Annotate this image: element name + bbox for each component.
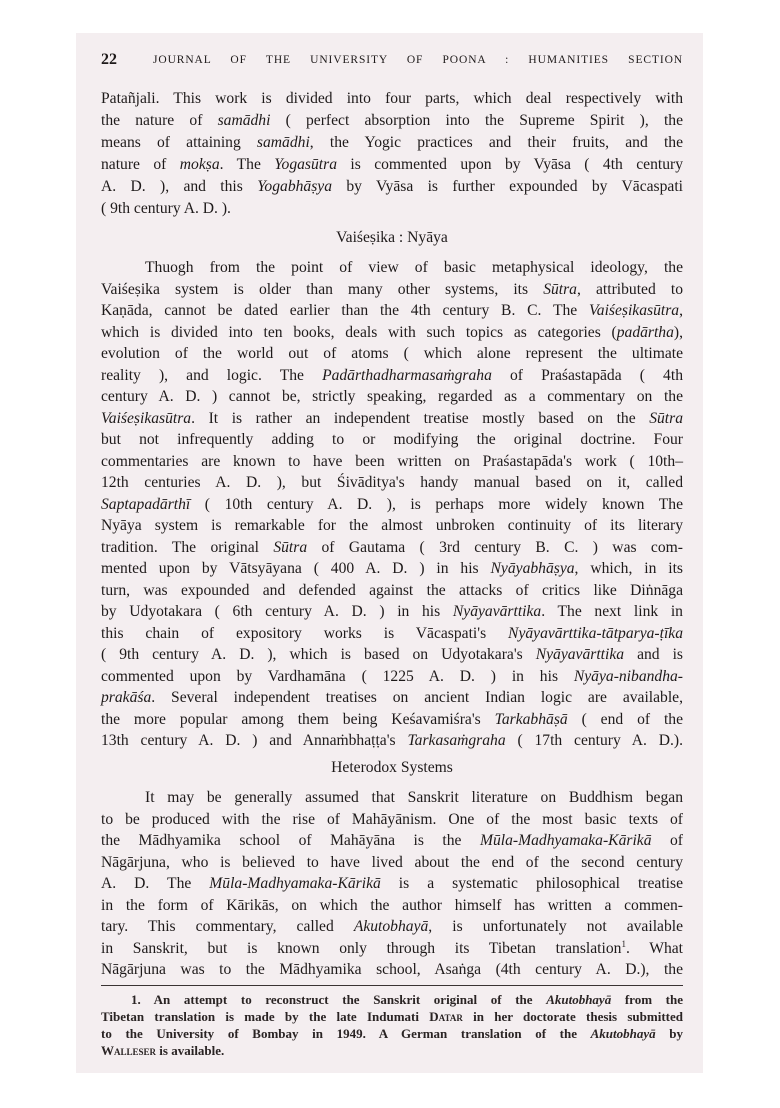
text-run: turn, was expounded and defended against the attacks of critics like Diṅnāga	[101, 581, 683, 599]
text-line	[101, 176, 683, 198]
text-run: Kaṇāda, cannot be dated earlier than the 4th century B. C. The	[101, 302, 589, 319]
italic-term: Nyāyavārttika	[452, 603, 542, 620]
text-run: Nyāya system is remarkable for the almost unbroken continuity of its literary	[101, 517, 683, 534]
text-run: which is divided into ten books, deals with such topics as categories (	[101, 323, 617, 341]
text-run: commentaries are known to have been written on Praśastapāda's work ( 10th–	[101, 452, 683, 470]
text-run: 12th centuries A. D. ), but Śivāditya's handy manual based on it, called	[101, 474, 683, 491]
italic-term: Padārthadharmasaṁgraha	[322, 366, 492, 384]
text-line	[101, 408, 683, 430]
text-run: A. D. The	[101, 875, 210, 892]
text-run: ( 9th century A. D. ).	[101, 200, 231, 217]
text-run: A. D. ), and this	[101, 178, 258, 195]
text-run: by Vyāsa is further expounded by Vācaspati	[332, 178, 683, 195]
text-run: 13th century A. D. ) and Annaṁbhaṭṭa's	[101, 732, 408, 749]
text-run: . The next link in	[541, 603, 683, 620]
paragraph-vaisesika-nyaya	[101, 257, 683, 752]
text-run: commented upon by Vardhamāna ( 1225 A. D. ) in his	[101, 667, 574, 685]
text-run: this chain of expository works is Vācaspati's	[101, 624, 509, 642]
text-run: of Gautama ( 3rd century B. C. ) was com-	[307, 538, 683, 556]
footnote	[101, 991, 683, 1059]
italic-term: Tarkabhāṣā	[494, 710, 568, 728]
text-run: It may be generally assumed that Sanskrit literature on Buddhism began	[145, 789, 683, 806]
text-run: by Udyotakara ( 6th century A. D. ) in his	[101, 603, 453, 620]
running-header	[101, 49, 683, 71]
text-run: 1. An attempt to reconstruct the Sanskrit original of the	[131, 992, 547, 1007]
text-run: ,	[679, 302, 683, 319]
text-run: of	[651, 832, 683, 849]
italic-term: Sūtra	[273, 538, 308, 556]
text-run: . It is rather an independent treatise mostly based on the	[191, 409, 650, 427]
journal-title: JOURNAL OF THE UNIVERSITY OF POONA : HUMANITIES SECTION	[153, 54, 683, 66]
text-run: . What	[625, 939, 683, 957]
text-line	[101, 623, 683, 645]
page-number: 22	[101, 51, 117, 68]
text-line	[101, 1025, 683, 1042]
italic-term: Nyāyavārttika	[535, 646, 625, 663]
italic-term: Akutobhayā	[546, 992, 612, 1007]
text-run: in her doctorate thesis submitted	[462, 1009, 683, 1024]
text-run: tary. This commentary, called	[101, 918, 354, 935]
text-line	[101, 279, 683, 301]
text-run: the Mādhyamika school of Mahāyāna is the	[101, 832, 480, 849]
italic-term: Mūla-Madhyamaka-Kārikā	[209, 875, 381, 892]
text-run: is available.	[156, 1043, 225, 1058]
text-line	[101, 558, 683, 580]
text-line	[101, 257, 683, 279]
text-line	[101, 852, 683, 874]
text-line	[101, 601, 683, 623]
footnote-divider	[101, 985, 683, 986]
text-line	[101, 537, 683, 559]
italic-term: Sūtra	[649, 409, 683, 427]
text-run: Vaiśeṣika system is older than many other systems, its	[101, 280, 544, 298]
italic-term: padārtha	[616, 323, 674, 341]
italic-term: prakāśa	[101, 689, 152, 706]
italic-term: Nyāyavārttika-tātparya-ṭīka	[508, 624, 683, 642]
text-run: ),	[673, 323, 683, 341]
text-line	[101, 322, 683, 344]
text-line	[101, 580, 683, 602]
text-run: . Several independent treatises on ancient Indian logic are available,	[151, 689, 683, 706]
footnote-marker: 1	[621, 938, 626, 949]
italic-term: Nyāya-nibandha-	[573, 667, 683, 685]
text-run: nature of	[101, 156, 180, 173]
text-run: , which, in its	[574, 560, 683, 577]
text-line	[101, 666, 683, 688]
text-run: ( 17th century A. D.).	[505, 732, 683, 749]
text-run: by	[655, 1026, 683, 1041]
text-line	[101, 343, 683, 365]
text-run: reality ), and logic. The	[101, 366, 323, 384]
text-line	[101, 154, 683, 176]
text-line	[101, 687, 683, 709]
text-run: ( end of the	[567, 710, 683, 728]
text-line	[101, 386, 683, 408]
section-heading-heterodox-systems: Heterodox Systems	[331, 759, 453, 776]
text-line	[101, 365, 683, 387]
italic-term: Vaiśeṣikasūtra	[101, 409, 192, 427]
italic-term: mokṣa	[179, 156, 220, 173]
text-run: to the University of Bombay in 1949. A German translation of the	[101, 1026, 591, 1041]
text-run: tradition. The original	[101, 538, 274, 556]
italic-term: Saptapadārthī	[101, 495, 191, 513]
text-line	[101, 809, 683, 831]
text-run: means of attaining	[101, 134, 257, 151]
italic-term: samādhi	[217, 112, 271, 129]
text-line	[101, 132, 683, 154]
italic-term: Yogabhāṣya	[257, 178, 332, 195]
text-line	[101, 451, 683, 473]
author-name: Walleser	[101, 1043, 157, 1058]
text-run: Nāgārjuna was to the Mādhyamika school, Asaṅga (4th century A. D.), the	[101, 961, 683, 978]
text-run: the more popular among them being Keśavamiśra's	[101, 710, 495, 728]
text-run: , attributed to	[576, 280, 683, 298]
text-line	[101, 110, 683, 132]
text-run: evolution of the world out of atoms ( which alone represent the ultimate	[101, 345, 683, 362]
text-run: Tibetan translation is made by the late Indumati	[101, 1009, 430, 1024]
text-line	[101, 515, 683, 537]
text-line	[101, 1008, 683, 1025]
text-line	[101, 873, 683, 895]
text-run: from the	[611, 992, 683, 1007]
paragraph-patanjali	[101, 88, 683, 220]
text-line	[101, 730, 683, 752]
text-run: the nature of	[101, 112, 218, 129]
text-run: in the form of Kārikās, on which the author himself has written a commen-	[101, 896, 683, 914]
italic-term: Akutobhayā	[590, 1026, 656, 1041]
italic-term: Akutobhayā	[353, 918, 429, 935]
text-run: but not infrequently adding to or modifying the original doctrine. Four	[101, 431, 683, 448]
text-line	[101, 991, 683, 1008]
text-run: is commented upon by Vyāsa ( 4th century	[337, 156, 683, 173]
text-run: Patañjali. This work is divided into four parts, which deal respectively with	[101, 90, 683, 107]
text-line	[101, 472, 683, 494]
text-run: Nāgārjuna, who is believed to have lived about the end of the second century	[101, 853, 683, 871]
text-run: ( 10th century A. D. ), is perhaps more widely known The	[190, 495, 683, 513]
text-run: is a systematic philosophical treatise	[380, 875, 683, 892]
text-line	[101, 494, 683, 516]
italic-term: samādhi	[256, 134, 310, 151]
text-line	[101, 959, 683, 981]
italic-term: Vaiśeṣikasūtra	[588, 302, 680, 319]
text-line	[101, 830, 683, 852]
author-name: Datar	[429, 1009, 463, 1024]
text-line	[101, 895, 683, 917]
paragraph-heterodox-systems	[101, 787, 683, 981]
text-line	[101, 198, 683, 220]
text-run: . The	[219, 156, 275, 173]
text-run: ( 9th century A. D. ), which is based on Udyotakara's	[101, 646, 536, 663]
section-heading-vaisesika-nyaya: Vaiśeṣika : Nyāya	[336, 229, 448, 246]
text-run: ( perfect absorption into the Supreme Spirit ), the	[270, 112, 683, 129]
text-run: Thuogh from the point of view of basic metaphysical ideology, the	[145, 259, 683, 276]
text-run: and is	[624, 646, 683, 663]
text-line	[101, 1042, 683, 1059]
text-line	[101, 938, 683, 960]
text-run: , the Yogic practices and their fruits, and the	[309, 134, 683, 151]
italic-term: Tarkasaṁgraha	[407, 732, 506, 749]
text-run: mented upon by Vātsyāyana ( 400 A. D. ) in his	[101, 560, 491, 577]
text-line	[101, 88, 683, 110]
italic-term: Sūtra	[543, 280, 577, 298]
text-line	[101, 644, 683, 666]
text-run: in Sanskrit, but is known only through its Tibetan translation	[101, 939, 622, 957]
italic-term: Nyāyabhāṣya	[490, 560, 575, 577]
text-line	[101, 787, 683, 809]
text-line	[101, 300, 683, 322]
italic-term: Yogasūtra	[274, 156, 337, 173]
italic-term: Mūla-Madhyamaka-Kārikā	[480, 832, 652, 849]
text-line	[101, 709, 683, 731]
text-run: century A. D. ) cannot be, strictly speaking, regarded as a commentary on the	[101, 388, 683, 405]
text-run: , is unfortunately not available	[428, 918, 683, 935]
text-run: to be produced with the rise of Mahāyānism. One of the most basic texts of	[101, 810, 683, 828]
text-run: of Praśastapāda ( 4th	[491, 366, 683, 384]
text-line	[101, 429, 683, 451]
text-line	[101, 916, 683, 938]
